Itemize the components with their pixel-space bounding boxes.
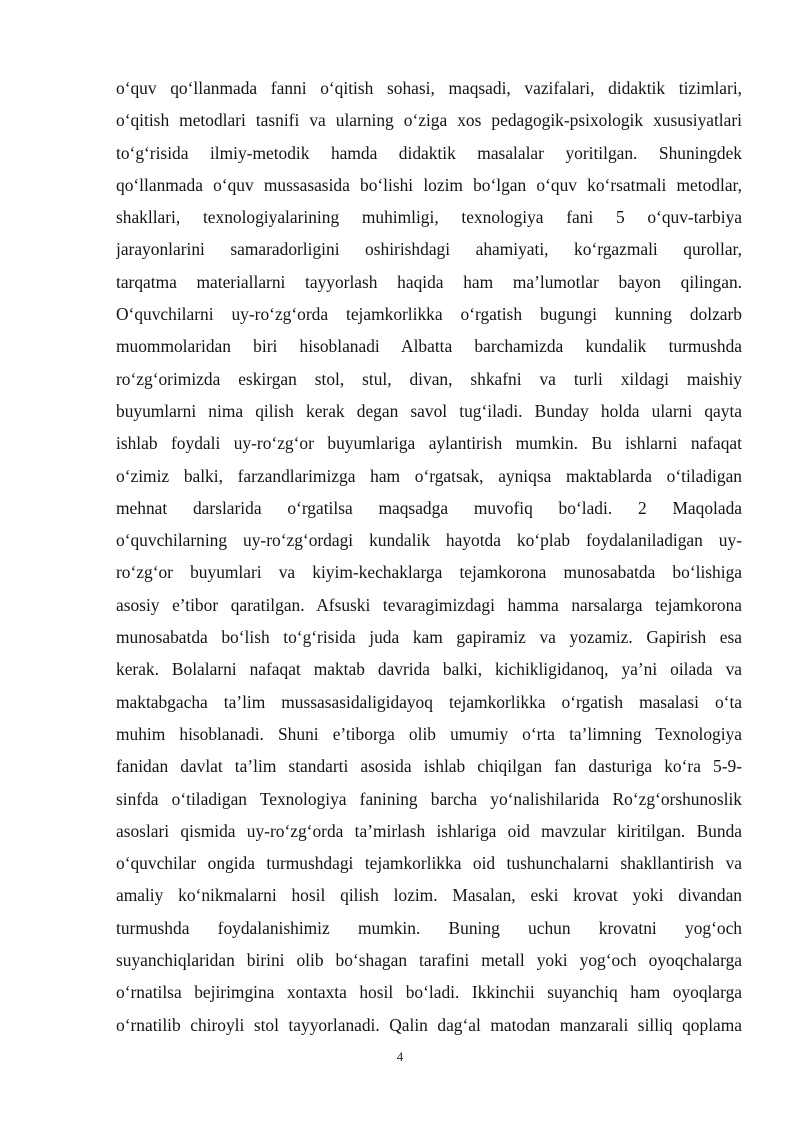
text-line: munosabatda bo‘lish to‘g‘risida juda kam gapiramiz va yozamiz. Gapirish esa: [116, 627, 742, 648]
text-line: o‘rnatilib chiroyli stol tayyorlanadi. Qalin dag‘al matodan manzarali silliq qoplama: [116, 1014, 742, 1035]
text-line: O‘quvchilarni uy-ro‘zg‘orda tejamkorlikka o‘rgatish bugungi kunning dolzarb: [116, 304, 742, 325]
text-line: shakllari, texnologiyalarining muhimligi, texnologiya fani 5 o‘quv-tarbiya: [116, 207, 742, 228]
text-line: asosiy e’tibor qaratilgan. Afsuski tevaragimizdagi hamma narsalarga tejamkorona: [116, 594, 742, 615]
text-line: turmushda foydalanishimiz mumkin. Buning uchun krovatni yog‘och: [116, 917, 742, 938]
text-line: muommolaridan biri hisoblanadi Albatta barchamizda kundalik turmushda: [116, 336, 742, 357]
text-line: kerak. Bolalarni nafaqat maktab davrida balki, kichikligidanoq, ya’ni oilada va: [116, 659, 742, 680]
text-line: mehnat darslarida o‘rgatilsa maqsadga muvofiq bo‘ladi. 2 Maqolada: [116, 497, 742, 518]
text-line: qo‘llanmada o‘quv mussasasida bo‘lishi lozim bo‘lgan o‘quv ko‘rsatmali metodlar,: [116, 174, 742, 195]
text-line: maktabgacha ta’lim mussasasidaligidayoq tejamkorlikka o‘rgatish masalasi o‘ta: [116, 691, 742, 712]
text-line: ro‘zg‘or buyumlari va kiyim-kechaklarga tejamkorona munosabatda bo‘lishiga: [116, 562, 742, 583]
text-line: jarayonlarini samaradorligini oshirishdagi ahamiyati, ko‘rgazmali qurollar,: [116, 239, 742, 260]
text-line: asoslari qismida uy-ro‘zg‘orda ta’mirlash ishlariga oid mavzular kiritilgan. Bunda: [116, 820, 742, 841]
text-line: o‘qitish metodlari tasnifi va ularning o‘ziga xos pedagogik-psixologik xususiyatlari: [116, 110, 742, 131]
text-line: muhim hisoblanadi. Shuni e’tiborga olib umumiy o‘rta ta’limning Texnologiya: [116, 723, 742, 744]
text-line: ro‘zg‘orimizda eskirgan stol, stul, divan, shkafni va turli xildagi maishiy: [116, 368, 742, 389]
text-line: tarqatma materiallarni tayyorlash haqida ham ma’lumotlar bayon qilingan.: [116, 271, 742, 292]
text-line: fanidan davlat ta’lim standarti asosida ishlab chiqilgan fan dasturiga ko‘ra 5-9-: [116, 756, 742, 777]
page-number: 4: [396, 1049, 404, 1064]
text-line: o‘quv qo‘llanmada fanni o‘qitish sohasi, maqsadi, vazifalari, didaktik tizimlari,: [116, 78, 742, 98]
body-text: [116, 72, 742, 1041]
text-line: o‘quvchilarning uy-ro‘zg‘ordagi kundalik hayotda ko‘plab foydalaniladigan uy-: [116, 530, 742, 551]
text-line: suyanchiqlaridan birini olib bo‘shagan tarafini metall yoki yog‘och oyoqchalarga: [116, 950, 742, 971]
text-line: ishlab foydali uy-ro‘zg‘or buyumlariga aylantirish mumkin. Bu ishlarni nafaqat: [116, 433, 742, 454]
text-line: sinfda o‘tiladigan Texnologiya fanining barcha yo‘nalishilarida Ro‘zg‘orshunoslik: [116, 788, 742, 809]
text-line: o‘quvchilar ongida turmushdagi tejamkorlikka oid tushunchalarni shakllantirish va: [116, 853, 742, 874]
text-line: o‘rnatilsa bejirimgina xontaxta hosil bo‘ladi. Ikkinchii suyanchiq ham oyoqlarga: [116, 982, 742, 1003]
text-line: to‘g‘risida ilmiy-metodik hamda didaktik masalalar yoritilgan. Shuningdek: [116, 142, 742, 163]
text-line: amaliy ko‘nikmalarni hosil qilish lozim. Masalan, eski krovat yoki divandan: [116, 885, 742, 906]
text-line: o‘zimiz balki, farzandlarimizga ham o‘rgatsak, ayniqsa maktablarda o‘tiladigan: [116, 465, 742, 486]
text-line: buyumlarni nima qilish kerak degan savol tug‘iladi. Bunday holda ularni qayta: [116, 400, 742, 421]
